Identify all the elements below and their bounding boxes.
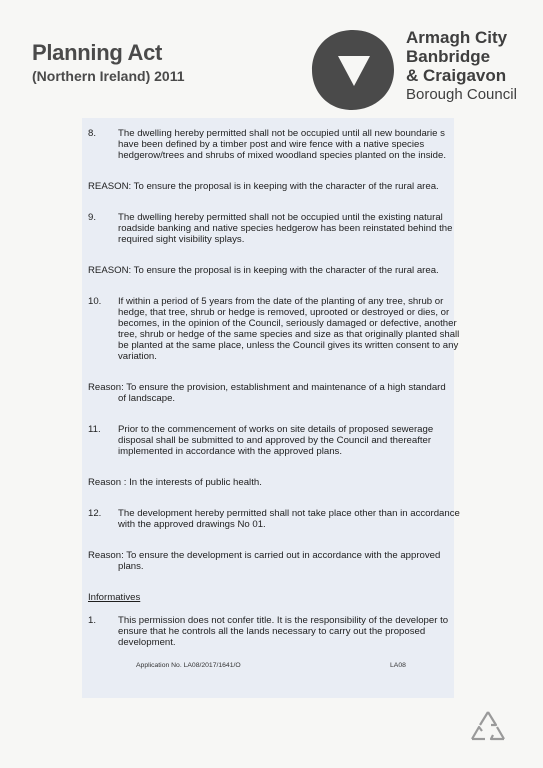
reason-8: [88, 181, 460, 192]
condition-10: [88, 296, 460, 362]
reason-10: [88, 382, 460, 404]
council-subtitle: Borough Council: [406, 86, 517, 103]
condition-number: 9.: [88, 212, 97, 223]
informative-1: [88, 615, 460, 648]
condition-9: [88, 212, 460, 245]
footer-ref: LA08: [390, 662, 406, 669]
application-number: Application No. LA08/2017/1641/O: [136, 662, 241, 669]
council-line-3: & Craigavon: [406, 66, 507, 85]
reason-12: [88, 550, 460, 572]
reason-text: Reason: To ensure the provision, establishment and maintenance of a high standard: [88, 382, 446, 393]
page-header: [0, 0, 543, 118]
document-body: [88, 128, 460, 668]
condition-8: [88, 128, 460, 161]
condition-number: 10.: [88, 296, 102, 307]
council-line-1: Armagh City: [406, 28, 508, 47]
council-name: [406, 28, 517, 104]
reason-continuation: of landscape.: [118, 393, 176, 404]
reason-text: Reason: To ensure the development is carried out in accordance with the approved: [88, 550, 441, 561]
condition-text: Prior to the commencement of works on site details of proposed sewerage disposal shall be submitted to and approved by the Council and thereafter implemented in accordance with the approved plans.: [118, 424, 434, 457]
condition-text: The dwelling hereby permitted shall not be occupied until the existing natural roadside banking and native species hedgerow has been reinstated behind the required sight visibility splays.: [118, 212, 453, 245]
condition-text: The dwelling hereby permitted shall not be occupied until all new boundarie s have been defined by a timber post and wire fence with a native species hedgerow/trees and shrubs of mixed woodland species planted on the inside.: [118, 128, 446, 161]
reason-9: [88, 265, 460, 276]
condition-text: If within a period of 5 years from the date of the planting of any tree, shrub or hedge, that tree, shrub or hedge is removed, uprooted or destroyed or dies, or becomes, in the opinion of the Council, seriously damaged or defective, another tree, shrub or hedge of the same species and size as that originally planted shall be planted at the same place, unless the Council gives its written consent to any variation.: [118, 296, 460, 362]
informative-text: This permission does not confer title. It is the responsibility of the developer to ensure that he controls all the lands necessary to carry out the proposed development.: [118, 615, 449, 648]
condition-11: [88, 424, 460, 457]
condition-text: The development hereby permitted shall not take place other than in accordance with the approved drawings No 01.: [118, 508, 460, 530]
reason-continuation: plans.: [118, 561, 144, 572]
condition-number: 11.: [88, 424, 101, 435]
council-logo-icon: [308, 26, 398, 114]
act-subtitle: (Northern Ireland) 2011: [32, 68, 185, 84]
condition-number: 8.: [88, 128, 97, 139]
act-title: Planning Act: [32, 40, 163, 65]
condition-number: 12.: [88, 508, 102, 519]
council-line-2: Banbridge: [406, 47, 491, 66]
page-footer: [136, 662, 406, 669]
reason-text: REASON: To ensure the proposal is in keeping with the character of the rural area.: [88, 265, 439, 276]
recycle-icon: [466, 706, 510, 750]
reason-text: REASON: To ensure the proposal is in keeping with the character of the rural area.: [88, 181, 439, 192]
informative-number: 1.: [88, 615, 97, 626]
informatives-heading: Informatives: [88, 592, 141, 603]
reason-text: Reason : In the interests of public health.: [88, 477, 262, 488]
reason-11: [88, 477, 460, 488]
condition-12: [88, 508, 460, 530]
